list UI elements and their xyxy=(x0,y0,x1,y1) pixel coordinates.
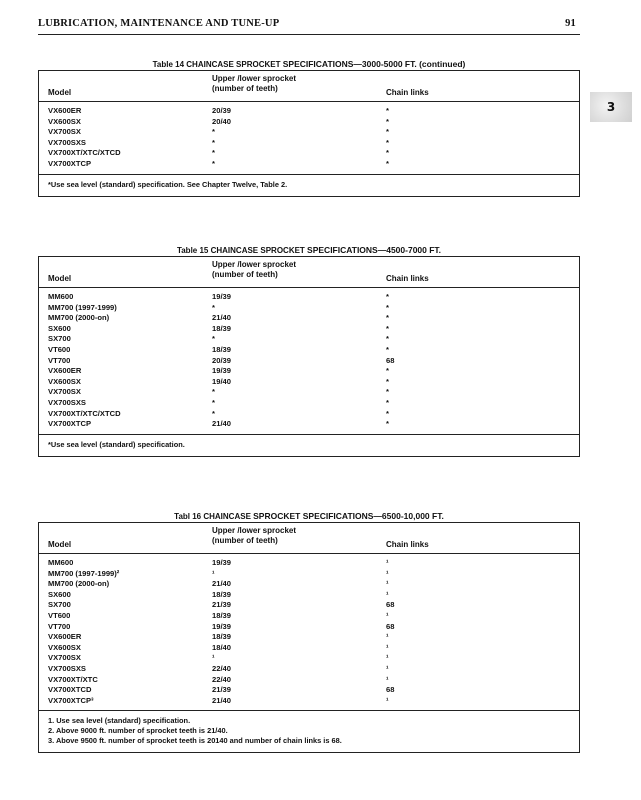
cell-chain-links: * xyxy=(386,366,389,376)
table-row xyxy=(39,377,579,388)
table-title xyxy=(38,244,580,256)
cell-chain-links: ¹ xyxy=(386,558,389,567)
table-row xyxy=(39,148,579,159)
cell-model: VX600ER xyxy=(48,366,82,376)
cell-sprocket: 18/39 xyxy=(212,323,232,333)
table-row xyxy=(39,569,579,580)
table-row xyxy=(39,159,579,170)
col-header-sprocket xyxy=(212,74,296,94)
cell-chain-links: ¹ xyxy=(386,674,389,684)
col-header-sprocket-line2: (number of teeth) xyxy=(212,536,278,545)
cell-sprocket: * xyxy=(212,408,215,418)
cell-chain-links: ¹ xyxy=(386,579,389,589)
cell-sprocket: 18/39 xyxy=(212,344,232,354)
cell-sprocket: 18/39 xyxy=(212,589,232,599)
cell-sprocket: 20/39 xyxy=(212,106,232,115)
table-title-prefix: Tabl 16 CHAINCASE xyxy=(174,512,254,521)
table-row xyxy=(39,558,579,569)
cell-model: VX600ER xyxy=(48,106,82,115)
cell-model: VX700SX xyxy=(48,387,81,397)
cell-model: MM700 (1997-1999) xyxy=(48,302,117,312)
cell-model: SX600 xyxy=(48,589,71,599)
cell-sprocket: 21/40 xyxy=(212,419,232,429)
footnote: *Use sea level (standard) specification. See Chapter Twelve, Table 2. xyxy=(48,179,288,189)
cell-model: VX700XT/XTC xyxy=(48,674,98,684)
cell-sprocket: * xyxy=(212,334,215,344)
table-row xyxy=(39,138,579,149)
table-row xyxy=(39,419,579,430)
cell-model: VX600SX xyxy=(48,116,81,126)
cell-chain-links: * xyxy=(386,323,389,333)
col-header-model: Model xyxy=(48,274,72,283)
cell-chain-links: * xyxy=(386,158,389,168)
cell-model: MM600 xyxy=(48,558,74,567)
footnote: *Use sea level (standard) specification. xyxy=(48,439,185,449)
cell-chain-links: ¹ xyxy=(386,653,389,663)
cell-sprocket: 21/39 xyxy=(212,685,232,695)
cell-chain-links: 68 xyxy=(386,621,395,631)
cell-chain-links: * xyxy=(386,313,389,323)
cell-model: VX600SX xyxy=(48,642,81,652)
cell-model: VX600SX xyxy=(48,376,81,386)
cell-sprocket: 19/39 xyxy=(212,621,232,631)
footnote: 1. Use sea level (standard) specification. xyxy=(48,716,191,726)
cell-sprocket: 22/40 xyxy=(212,663,232,673)
cell-model: VX700SX xyxy=(48,127,81,137)
cell-model: VT600 xyxy=(48,344,71,354)
cell-model: MM700 (1997-1999)² xyxy=(48,568,120,578)
footnote: 3. Above 9500 ft. number of sprocket teeth is 20140 and number of chain links is 68. xyxy=(48,736,342,746)
cell-model: VX700XTCP xyxy=(48,158,92,168)
table-14 xyxy=(38,58,580,197)
cell-sprocket: ¹ xyxy=(212,568,215,578)
cell-model: VX700SX xyxy=(48,653,81,663)
cell-chain-links: * xyxy=(386,397,389,407)
cell-sprocket: 19/39 xyxy=(212,558,232,567)
table-row xyxy=(39,356,579,367)
cell-chain-links: ¹ xyxy=(386,589,389,599)
cell-model: VT700 xyxy=(48,621,71,631)
cell-model: SX700 xyxy=(48,334,71,344)
table-row xyxy=(39,579,579,590)
cell-model: VX700SXS xyxy=(48,663,86,673)
table-row xyxy=(39,696,579,707)
col-header-sprocket-line1: Upper /lower sprocket xyxy=(212,74,297,83)
table-body xyxy=(38,70,580,197)
table-footnotes xyxy=(39,435,579,456)
table-title-prefix: Table 14 CHAINCASE SPROCKET xyxy=(152,60,283,69)
table-title-main: SPROCKET SPECIFICATIONS—6500-10,000 FT. xyxy=(253,511,444,521)
cell-sprocket: * xyxy=(212,397,215,407)
running-head xyxy=(38,16,580,35)
col-header-sprocket xyxy=(212,260,296,280)
table-row xyxy=(39,345,579,356)
table-16 xyxy=(38,510,580,753)
cell-chain-links: * xyxy=(386,127,389,137)
col-header-chain-links: Chain links xyxy=(386,274,429,283)
cell-model: VX700SXS xyxy=(48,397,86,407)
table-row xyxy=(39,600,579,611)
cell-chain-links: * xyxy=(386,334,389,344)
cell-chain-links: * xyxy=(386,116,389,126)
table-rows xyxy=(39,102,579,175)
table-row xyxy=(39,622,579,633)
col-header-sprocket xyxy=(212,526,296,546)
cell-chain-links: * xyxy=(386,387,389,397)
cell-chain-links: ¹ xyxy=(386,663,389,673)
cell-chain-links: 68 xyxy=(386,355,395,365)
table-row xyxy=(39,611,579,622)
col-header-sprocket-line2: (number of teeth) xyxy=(212,84,278,93)
table-title xyxy=(38,58,580,70)
col-header-sprocket-line2: (number of teeth) xyxy=(212,270,278,279)
table-row xyxy=(39,643,579,654)
cell-model: VT700 xyxy=(48,355,71,365)
cell-sprocket: * xyxy=(212,158,215,168)
col-header-model: Model xyxy=(48,540,72,549)
cell-chain-links: * xyxy=(386,344,389,354)
table-title xyxy=(38,510,580,522)
cell-chain-links: 68 xyxy=(386,685,395,695)
section-title: LUBRICATION, MAINTENANCE AND TUNE-UP xyxy=(38,18,280,29)
cell-model: MM700 (2000-on) xyxy=(48,313,110,323)
table-15 xyxy=(38,244,580,457)
table-row xyxy=(39,106,579,117)
table-row xyxy=(39,675,579,686)
cell-sprocket: * xyxy=(212,302,215,312)
col-header-chain-links: Chain links xyxy=(386,88,429,97)
cell-chain-links: ¹ xyxy=(386,695,389,705)
cell-sprocket: 22/40 xyxy=(212,674,232,684)
table-row xyxy=(39,664,579,675)
cell-chain-links: * xyxy=(386,302,389,312)
cell-chain-links: ¹ xyxy=(386,632,389,642)
cell-chain-links: * xyxy=(386,419,389,429)
cell-model: SX600 xyxy=(48,323,71,333)
cell-sprocket: ¹ xyxy=(212,653,215,663)
cell-model: VX700XTCP xyxy=(48,419,92,429)
cell-model: MM600 xyxy=(48,292,74,301)
cell-chain-links: * xyxy=(386,408,389,418)
cell-chain-links: ¹ xyxy=(386,568,389,578)
footnote: 2. Above 9000 ft. number of sprocket teeth is 21/40. xyxy=(48,726,228,736)
table-title-prefix: Table 15 CHAINCASE SPROCKET xyxy=(176,246,308,255)
table-rows xyxy=(39,288,579,435)
table-footnotes xyxy=(39,711,579,752)
cell-chain-links: ¹ xyxy=(386,610,389,620)
table-header xyxy=(39,523,579,554)
table-row xyxy=(39,398,579,409)
cell-sprocket: 21/39 xyxy=(212,600,232,610)
table-row xyxy=(39,324,579,335)
cell-sprocket: 21/40 xyxy=(212,313,232,323)
cell-model: VX700XTCD xyxy=(48,685,92,695)
table-row xyxy=(39,590,579,601)
cell-model: VX700XT/XTC/XTCD xyxy=(48,148,121,158)
col-header-model: Model xyxy=(48,88,72,97)
table-title-main: SPECIFICATIONS—4500-7000 FT. xyxy=(307,245,442,255)
cell-model: VT600 xyxy=(48,610,71,620)
col-header-sprocket-line1: Upper /lower sprocket xyxy=(212,260,297,269)
table-row xyxy=(39,303,579,314)
cell-chain-links: * xyxy=(386,292,389,301)
cell-sprocket: 19/39 xyxy=(212,292,232,301)
cell-sprocket: 21/40 xyxy=(212,579,232,589)
table-row xyxy=(39,292,579,303)
cell-sprocket: * xyxy=(212,137,215,147)
table-row xyxy=(39,117,579,128)
table-row xyxy=(39,685,579,696)
table-row xyxy=(39,632,579,643)
table-row xyxy=(39,653,579,664)
cell-sprocket: 21/40 xyxy=(212,695,232,705)
cell-chain-links: ¹ xyxy=(386,642,389,652)
cell-sprocket: 19/39 xyxy=(212,366,232,376)
cell-sprocket: 18/39 xyxy=(212,610,232,620)
cell-model: VX600ER xyxy=(48,632,82,642)
cell-chain-links: 68 xyxy=(386,600,395,610)
col-header-chain-links: Chain links xyxy=(386,540,429,549)
cell-model: VX700XT/XTC/XTCD xyxy=(48,408,121,418)
table-header xyxy=(39,71,579,102)
table-row xyxy=(39,366,579,377)
cell-chain-links: * xyxy=(386,376,389,386)
table-row xyxy=(39,127,579,138)
cell-chain-links: * xyxy=(386,106,389,115)
table-row xyxy=(39,409,579,420)
cell-chain-links: * xyxy=(386,148,389,158)
table-row xyxy=(39,313,579,324)
page-number: 91 xyxy=(565,18,576,29)
cell-sprocket: 18/40 xyxy=(212,642,232,652)
cell-sprocket: 20/39 xyxy=(212,355,232,365)
chapter-tab: 3 xyxy=(590,92,632,122)
cell-chain-links: * xyxy=(386,137,389,147)
table-header xyxy=(39,257,579,288)
cell-sprocket: 18/39 xyxy=(212,632,232,642)
table-footnotes xyxy=(39,175,579,196)
table-body xyxy=(38,256,580,457)
cell-sprocket: * xyxy=(212,387,215,397)
cell-sprocket: 19/40 xyxy=(212,376,232,386)
cell-sprocket: * xyxy=(212,127,215,137)
cell-model: SX700 xyxy=(48,600,71,610)
table-body xyxy=(38,522,580,753)
table-title-main: SPECIFICATIONS—3000-5000 FT. (continued) xyxy=(282,59,466,69)
col-header-sprocket-line1: Upper /lower sprocket xyxy=(212,526,297,535)
cell-model: MM700 (2000-on) xyxy=(48,579,110,589)
cell-sprocket: 20/40 xyxy=(212,116,232,126)
cell-model: VX700XTCP³ xyxy=(48,695,94,705)
table-row xyxy=(39,334,579,345)
table-rows xyxy=(39,554,579,711)
cell-model: VX700SXS xyxy=(48,137,86,147)
cell-sprocket: * xyxy=(212,148,215,158)
table-row xyxy=(39,387,579,398)
